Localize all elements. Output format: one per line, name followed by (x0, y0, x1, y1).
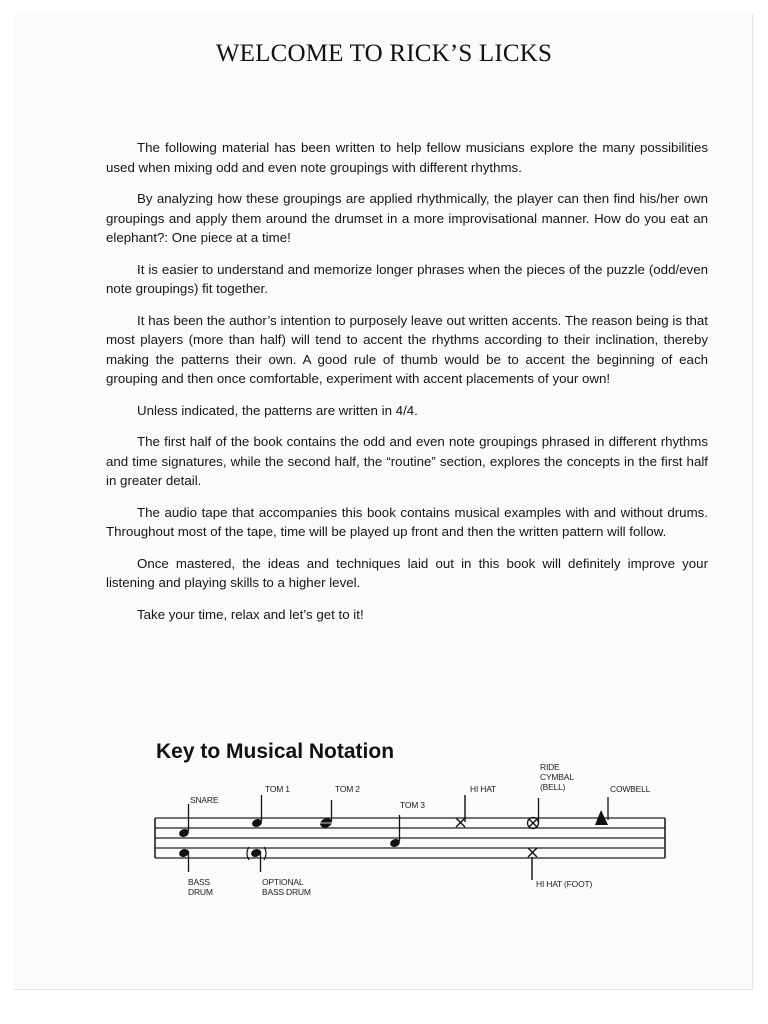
label-bass-1: BASS (188, 877, 210, 887)
label-optional-1: OPTIONAL (262, 877, 304, 887)
paragraph: Once mastered, the ideas and techniques laid out in this book will definitely improve your listening and playing skills to a higher level. (106, 555, 708, 590)
paragraph: By analyzing how these groupings are applied rhythmically, the player can then find his/her own groupings and apply them around the drumset in a more improvisational manner. How do you eat an elephant?: One piece at a time! (106, 191, 708, 245)
paragraph: Unless indicated, the patterns are written in 4/4. (137, 402, 418, 418)
hihat-note (456, 795, 465, 827)
hihat-foot-note (528, 848, 537, 880)
label-ride-1: RIDE (540, 762, 560, 772)
label-optional-2: BASS DRUM (262, 887, 311, 897)
label-bass-2: DRUM (188, 887, 213, 897)
paragraph: The audio tape that accompanies this book contains musical examples with and without drums. Throughout most of the tape, time will be played up front and then the written pattern will follow. (106, 504, 708, 539)
bass-drum-note (178, 848, 190, 872)
cowbell-note (595, 797, 608, 825)
paragraph: It is easier to understand and memorize longer phrases when the pieces of the puzzle (odd/even note groupings) fit together. (106, 261, 708, 296)
staff-lines (155, 818, 665, 858)
paragraph: The following material has been written to help fellow musicians explore the many possibilities used when mixing odd and even note groupings with different rhythms. (106, 140, 708, 175)
label-tom1: TOM 1 (265, 784, 290, 794)
label-hihat: HI HAT (470, 784, 497, 794)
paragraph: Take your time, relax and let’s get to it! (137, 606, 364, 622)
tom3-note (389, 815, 401, 848)
tom2-note (319, 800, 333, 829)
paragraph: It has been the author’s intention to purposely leave out written accents. The reason being is that most players (more than half) will tend to accent the rhythms according to their inclination, thereby making the patterns their own. A good rule of thumb would be to accent the beginning of each grouping and then once comfortable, experiment with accent placements of your own! (106, 312, 708, 386)
label-hihat-foot: HI HAT (FOOT) (536, 879, 593, 889)
label-cowbell: COWBELL (610, 784, 651, 794)
tom1-note (251, 795, 263, 828)
notation-key-heading: Key to Musical Notation (156, 740, 395, 763)
label-ride-2: CYMBAL (540, 772, 574, 782)
page-title: WELCOME TO RICK’S LICKS (215, 40, 553, 67)
label-tom3: TOM 3 (400, 800, 425, 810)
optional-bass-drum-note (247, 847, 266, 872)
snare-note (178, 804, 190, 838)
label-snare: SNARE (190, 795, 219, 805)
ride-bell-note (528, 798, 539, 829)
label-ride-3: (BELL) (540, 782, 566, 792)
paragraph: The first half of the book contains the odd and even note groupings phrased in different rhythms and time signatures, while the second half, the “routine” section, explores the concepts in the first half in greater detail. (106, 434, 708, 488)
label-tom2: TOM 2 (335, 784, 360, 794)
